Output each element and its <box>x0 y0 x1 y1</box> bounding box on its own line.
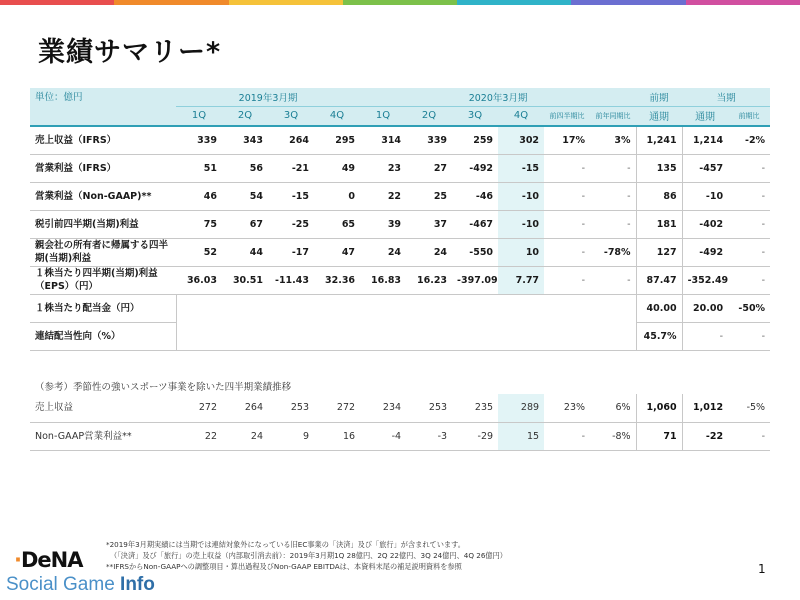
cell-value: 30.51 <box>222 266 268 294</box>
cell-value: 15 <box>498 422 544 450</box>
cell-value: 36.03 <box>176 266 222 294</box>
qoq-value: - <box>544 266 590 294</box>
footnote: **IFRSからNon-GAAPへの調整項目・算出過程及びNon-GAAP EBITDAは、本資料末尾の補足説明資料を参照 <box>106 562 462 571</box>
cell-value: 272 <box>176 394 222 422</box>
full-year-header: 通期 <box>682 106 728 126</box>
page-number: 1 <box>758 562 766 576</box>
spacer-row <box>30 350 770 378</box>
cell-value: 47 <box>314 238 360 266</box>
qoq-value: - <box>544 182 590 210</box>
table-row <box>30 182 770 210</box>
curr-period-header: 当期 <box>682 88 770 106</box>
prev-ratio-value: - <box>728 266 770 294</box>
table-row <box>30 394 770 422</box>
cell-value: 289 <box>498 394 544 422</box>
curr-full-year-value: -22 <box>682 422 728 450</box>
prev-ratio-value: -5% <box>728 394 770 422</box>
cell-value: 52 <box>176 238 222 266</box>
cell-value: 314 <box>360 126 406 154</box>
cell-value: 39 <box>360 210 406 238</box>
cell-value: 27 <box>406 154 452 182</box>
prev-ratio-value: - <box>728 154 770 182</box>
header-row <box>30 88 770 106</box>
cell-value: 234 <box>360 394 406 422</box>
cell-value: 7.77 <box>498 266 544 294</box>
qoq-value: 23% <box>544 394 590 422</box>
curr-full-year-value: -457 <box>682 154 728 182</box>
full-year-header: 通期 <box>636 106 682 126</box>
brand-color-bar <box>0 0 800 5</box>
quarter-header: 3Q <box>452 106 498 126</box>
curr-full-year-value: -352.49 <box>682 266 728 294</box>
prev-ratio-value: - <box>728 322 770 350</box>
prev-full-year-value: 1,060 <box>636 394 682 422</box>
color-segment <box>0 0 114 5</box>
prev-ratio-value: -50% <box>728 294 770 322</box>
prev-full-year-value: 1,241 <box>636 126 682 154</box>
table-row <box>30 294 770 322</box>
cell-value: 22 <box>176 422 222 450</box>
footnote: （「決済」及び「旅行」の売上収益（内部取引消去前）：2019年3月期1Q 28億円、2Q 22億円、3Q 24億円、4Q 26億円） <box>110 551 507 560</box>
prev-ratio-value: - <box>728 238 770 266</box>
row-label: 売上収益（IFRS） <box>30 126 176 154</box>
prev-ratio-header: 前期比 <box>728 106 770 126</box>
cell-value: 22 <box>360 182 406 210</box>
table-row <box>30 422 770 450</box>
dena-logo: ·DeNA <box>14 548 83 572</box>
cell-value: 23 <box>360 154 406 182</box>
cell-value: -17 <box>268 238 314 266</box>
yoy-value: - <box>590 154 636 182</box>
row-label: １株当たり配当金（円） <box>30 294 176 322</box>
yoy-value: -78% <box>590 238 636 266</box>
reference-label: （参考）季節性の強いスポーツ事業を除いた四半期業績推移 <box>35 382 292 393</box>
qoq-value: - <box>544 210 590 238</box>
prev-ratio-value: -2% <box>728 126 770 154</box>
quarter-header: 3Q <box>268 106 314 126</box>
header-row <box>30 106 770 126</box>
row-label: 連結配当性向（%） <box>30 322 176 350</box>
yoy-header: 前年同期比 <box>590 106 636 126</box>
cell-value: 259 <box>452 126 498 154</box>
cell-value: 37 <box>406 210 452 238</box>
prev-full-year-value: 127 <box>636 238 682 266</box>
cell-value: 272 <box>314 394 360 422</box>
cell-value: -467 <box>452 210 498 238</box>
yoy-value: 6% <box>590 394 636 422</box>
quarter-header: 4Q <box>314 106 360 126</box>
cell-value: 302 <box>498 126 544 154</box>
cell-value: -397.09 <box>452 266 498 294</box>
cell-value: 16 <box>314 422 360 450</box>
prev-full-year-value: 71 <box>636 422 682 450</box>
yoy-value: - <box>590 182 636 210</box>
cell-value: 339 <box>406 126 452 154</box>
cell-value: 49 <box>314 154 360 182</box>
cell-value: -3 <box>406 422 452 450</box>
prev-full-year-value: 87.47 <box>636 266 682 294</box>
yoy-value: - <box>590 210 636 238</box>
fy2020-header: 2020年3月期 <box>360 88 636 106</box>
cell-value: 0 <box>314 182 360 210</box>
cell-value: 24 <box>222 422 268 450</box>
curr-full-year-value: -492 <box>682 238 728 266</box>
qoq-value: - <box>544 154 590 182</box>
quarter-header: 4Q <box>498 106 544 126</box>
prev-period-header: 前期 <box>636 88 682 106</box>
cell-value: 253 <box>406 394 452 422</box>
cell-value: -4 <box>360 422 406 450</box>
prev-full-year-value: 135 <box>636 154 682 182</box>
cell-value: 75 <box>176 210 222 238</box>
yoy-value: - <box>590 266 636 294</box>
prev-ratio-value: - <box>728 210 770 238</box>
prev-full-year-value: 86 <box>636 182 682 210</box>
cell-value: -492 <box>452 154 498 182</box>
curr-full-year-value: -10 <box>682 182 728 210</box>
curr-full-year-value: 1,214 <box>682 126 728 154</box>
quarter-header: 1Q <box>360 106 406 126</box>
cell-value: 9 <box>268 422 314 450</box>
cell-value: 51 <box>176 154 222 182</box>
cell-value: -10 <box>498 210 544 238</box>
cell-value: 235 <box>452 394 498 422</box>
reference-label-row <box>30 378 770 394</box>
prev-ratio-value: - <box>728 182 770 210</box>
cell-value: -25 <box>268 210 314 238</box>
color-segment <box>457 0 571 5</box>
row-label: 税引前四半期(当期)利益 <box>30 210 176 238</box>
cell-value: 54 <box>222 182 268 210</box>
cell-value: 65 <box>314 210 360 238</box>
curr-full-year-value: 1,012 <box>682 394 728 422</box>
yoy-value: -8% <box>590 422 636 450</box>
empty-header <box>30 106 176 126</box>
cell-value: -46 <box>452 182 498 210</box>
empty-block <box>176 294 636 350</box>
color-segment <box>114 0 228 5</box>
row-label: 親会社の所有者に帰属する四半期(当期)利益 <box>30 238 176 266</box>
cell-value: 264 <box>268 126 314 154</box>
cell-value: 343 <box>222 126 268 154</box>
qoq-header: 前四半期比 <box>544 106 590 126</box>
page-title: 業績サマリー* <box>38 37 222 68</box>
spacer <box>30 350 770 378</box>
footnote: *2019年3月期実績には当期では連結対象外になっている旧EC事業の「決済」及び「旅行」が含まれています。 <box>106 540 465 549</box>
cell-value: 10 <box>498 238 544 266</box>
cell-value: 295 <box>314 126 360 154</box>
cell-value: 253 <box>268 394 314 422</box>
prev-full-year-value: 45.7% <box>636 322 682 350</box>
footnotes <box>106 539 507 572</box>
cell-value: 32.36 <box>314 266 360 294</box>
table-row <box>30 210 770 238</box>
curr-full-year-value: - <box>682 322 728 350</box>
cell-value: -15 <box>498 154 544 182</box>
color-segment <box>229 0 343 5</box>
row-label: １株当たり四半期(当期)利益（EPS）（円） <box>30 266 176 294</box>
cell-value: -21 <box>268 154 314 182</box>
cell-value: 24 <box>360 238 406 266</box>
qoq-value: - <box>544 422 590 450</box>
cell-value: -15 <box>268 182 314 210</box>
color-segment <box>343 0 457 5</box>
curr-full-year-value: 20.00 <box>682 294 728 322</box>
fy2019-header: 2019年3月期 <box>176 88 360 106</box>
prev-ratio-value: - <box>728 422 770 450</box>
cell-value: 264 <box>222 394 268 422</box>
row-label: 売上収益 <box>30 394 176 422</box>
cell-value: -10 <box>498 182 544 210</box>
cell-value: -11.43 <box>268 266 314 294</box>
qoq-value: 17% <box>544 126 590 154</box>
quarter-header: 1Q <box>176 106 222 126</box>
cell-value: -29 <box>452 422 498 450</box>
curr-full-year-value: -402 <box>682 210 728 238</box>
cell-value: 46 <box>176 182 222 210</box>
row-label: 営業利益（IFRS） <box>30 154 176 182</box>
cell-value: 67 <box>222 210 268 238</box>
table-row <box>30 126 770 154</box>
yoy-value: 3% <box>590 126 636 154</box>
cell-value: 16.83 <box>360 266 406 294</box>
cell-value: 56 <box>222 154 268 182</box>
prev-full-year-value: 40.00 <box>636 294 682 322</box>
table-row <box>30 238 770 266</box>
financial-summary-table <box>30 88 770 451</box>
cell-value: -550 <box>452 238 498 266</box>
cell-value: 16.23 <box>406 266 452 294</box>
quarter-header: 2Q <box>406 106 452 126</box>
color-segment <box>571 0 685 5</box>
prev-full-year-value: 181 <box>636 210 682 238</box>
color-segment <box>686 0 800 5</box>
row-label: Non-GAAP営業利益** <box>30 422 176 450</box>
table-row <box>30 154 770 182</box>
cell-value: 25 <box>406 182 452 210</box>
table-row <box>30 266 770 294</box>
row-label: 営業利益（Non-GAAP)** <box>30 182 176 210</box>
cell-value: 24 <box>406 238 452 266</box>
cell-value: 339 <box>176 126 222 154</box>
unit-label: 単位：億円 <box>30 88 176 106</box>
cell-value: 44 <box>222 238 268 266</box>
quarter-header: 2Q <box>222 106 268 126</box>
watermark: Social Game Info <box>6 574 155 595</box>
qoq-value: - <box>544 238 590 266</box>
